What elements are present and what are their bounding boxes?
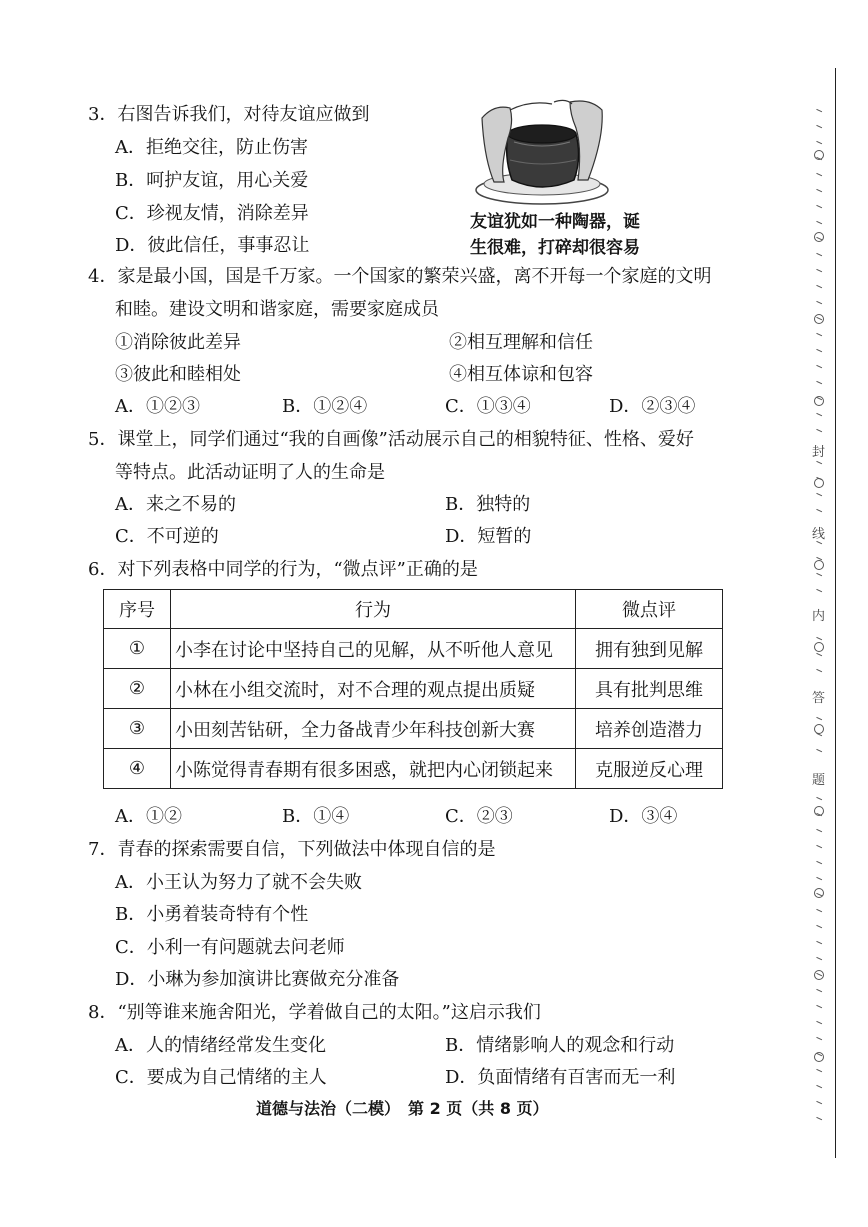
table-cell-comment: 培养创造潜力 [576,709,723,749]
q6-stem: 6．对下列表格中同学的行为，“微点评”正确的是 [88,559,478,580]
q7-option-c: C．小利一有问题就去问老师 [115,937,345,958]
binding-cut-mark [816,669,822,673]
q3-option-d: D．彼此信任，事事忍让 [115,235,310,256]
table-cell-behavior: 小陈觉得青春期有很多困惑，就把内心闭锁起来 [171,749,576,789]
binding-cut-mark [816,205,822,209]
pottery-hands-illustration [470,98,610,206]
q8-stem: 8．“别等谁来施舍阳光，学着做自己的太阳。”这启示我们 [88,1002,541,1023]
q4-option-d: D．②③④ [609,396,696,417]
binding-margin-char: 答 [812,691,826,706]
q5-stem-line1: 5．课堂上，同学们通过“我的自画像”活动展示自己的相貌特征、性格、爱好 [88,429,694,450]
table-cell-comment: 拥有独到见解 [576,629,723,669]
binding-cut-mark [816,573,822,577]
binding-cut-mark [816,333,822,337]
q6-option-d: D．③④ [609,806,678,827]
table-cell-index: ④ [104,749,171,789]
q4-item-4: ④相互体谅和包容 [449,364,593,385]
table-header-cell: 微点评 [576,590,723,629]
binding-hole-mark [814,150,824,160]
binding-cut-mark [816,941,822,945]
binding-cut-mark [816,1117,822,1121]
q6-option-a: A．①② [115,806,182,827]
binding-cut-mark [816,141,822,145]
binding-cut-mark [816,1085,822,1089]
table-cell-behavior: 小李在讨论中坚持自己的见解，从不听他人意见 [171,629,576,669]
binding-margin-line [835,68,836,1158]
binding-margin-char: 题 [812,773,826,788]
q4-option-a: A．①②③ [115,396,200,417]
binding-cut-mark [816,1021,822,1025]
q7-option-b: B．小勇着装奇特有个性 [115,904,309,925]
q4-option-b: B．①②④ [282,396,368,417]
binding-hole-mark [814,642,824,652]
q5-stem-line2: 等特点。此活动证明了人的生命是 [115,462,385,483]
binding-cut-mark [816,653,822,657]
binding-margin-char: 封 [812,445,826,460]
table-header-cell: 序号 [104,590,171,629]
q8-option-d: D．负面情绪有百害而无一利 [445,1067,676,1088]
q5-option-b: B．独特的 [445,494,531,515]
table-row [104,629,723,669]
binding-cut-mark [816,109,822,113]
table-cell-behavior: 小林在小组交流时，对不合理的观点提出质疑 [171,669,576,709]
binding-cut-mark [816,989,822,993]
binding-cut-mark [816,301,822,305]
q3-stem: 3．右图告诉我们，对待友谊应做到 [88,104,370,125]
page-footer: 道德与法治（二模） 第 2 页（共 8 页） [256,1099,549,1118]
table-cell-index: ③ [104,709,171,749]
binding-cut-mark [816,845,822,849]
binding-hole-mark [814,888,824,898]
q4-stem-line1: 4．家是最小国，国是千万家。一个国家的繁荣兴盛，离不开每一个家庭的文明 [88,266,712,287]
binding-hole-mark [814,232,824,242]
binding-hole-mark [814,396,824,406]
binding-cut-mark [816,285,822,289]
q4-item-1: ①消除彼此差异 [115,332,241,353]
binding-margin-char: 线 [812,527,826,542]
binding-cut-mark [816,861,822,865]
table-header-cell: 行为 [171,590,576,629]
binding-hole-mark [814,314,824,324]
binding-cut-mark [816,589,822,593]
binding-cut-mark [816,877,822,881]
binding-cut-mark [816,381,822,385]
q7-option-a: A．小王认为努力了就不会失败 [115,872,362,893]
binding-cut-mark [816,637,822,641]
binding-cut-mark [816,413,822,417]
binding-margin-char: 内 [812,609,826,624]
binding-hole-mark [814,478,824,488]
q4-option-c: C．①③④ [445,396,531,417]
binding-cut-mark [816,221,822,225]
binding-cut-mark [816,749,822,753]
binding-cut-mark [816,1005,822,1009]
binding-cut-mark [816,349,822,353]
binding-hole-mark [814,724,824,734]
binding-cut-mark [816,1037,822,1041]
q6-option-b: B．①④ [282,806,350,827]
q3-option-b: B．呵护友谊，用心关爱 [115,170,309,191]
table-row [104,749,723,789]
binding-hole-mark [814,1052,824,1062]
binding-cut-mark [816,957,822,961]
q4-stem-line2: 和睦。建设文明和谐家庭，需要家庭成员 [115,299,439,320]
q8-option-b: B．情绪影响人的观念和行动 [445,1035,675,1056]
q5-option-c: C．不可逆的 [115,526,219,547]
binding-cut-mark [816,717,822,721]
binding-cut-mark [816,173,822,177]
q4-item-2: ②相互理解和信任 [449,332,593,353]
table-cell-index: ① [104,629,171,669]
binding-cut-mark [816,429,822,433]
table-cell-index: ② [104,669,171,709]
binding-cut-mark [816,1101,822,1105]
binding-cut-mark [816,125,822,129]
table-cell-comment: 克服逆反心理 [576,749,723,789]
q3-option-a: A．拒绝交往，防止伤害 [115,137,308,158]
q5-option-a: A．来之不易的 [115,494,236,515]
binding-cut-mark [816,189,822,193]
table-row [104,709,723,749]
binding-cut-mark [816,1069,822,1073]
binding-hole-mark [814,560,824,570]
table-row [104,669,723,709]
table-header-row [104,590,723,629]
binding-cut-mark [816,797,822,801]
q4-item-3: ③彼此和睦相处 [115,364,241,385]
q3-option-c: C．珍视友情，消除差异 [115,203,309,224]
binding-hole-mark [814,970,824,980]
binding-cut-mark [816,829,822,833]
table-cell-behavior: 小田刻苦钻研，全力备战青少年科技创新大赛 [171,709,576,749]
binding-cut-mark [816,509,822,513]
q5-option-d: D．短暂的 [445,526,532,547]
figure-caption-line1: 友谊犹如一种陶器，诞 [470,212,640,232]
binding-cut-mark [816,253,822,257]
binding-hole-mark [814,806,824,816]
behavior-evaluation-table [103,589,723,789]
binding-cut-mark [816,493,822,497]
binding-cut-mark [816,925,822,929]
binding-cut-mark [816,909,822,913]
binding-cut-mark [816,365,822,369]
q8-option-c: C．要成为自己情绪的主人 [115,1067,327,1088]
q8-option-a: A．人的情绪经常发生变化 [115,1035,326,1056]
table-cell-comment: 具有批判思维 [576,669,723,709]
binding-cut-mark [816,461,822,465]
q7-option-d: D．小琳为参加演讲比赛做充分准备 [115,969,400,990]
q7-stem: 7．青春的探索需要自信，下列做法中体现自信的是 [88,839,496,860]
binding-cut-mark [816,269,822,273]
q6-option-c: C．②③ [445,806,513,827]
figure-caption-line2: 生很难，打碎却很容易 [470,238,640,258]
